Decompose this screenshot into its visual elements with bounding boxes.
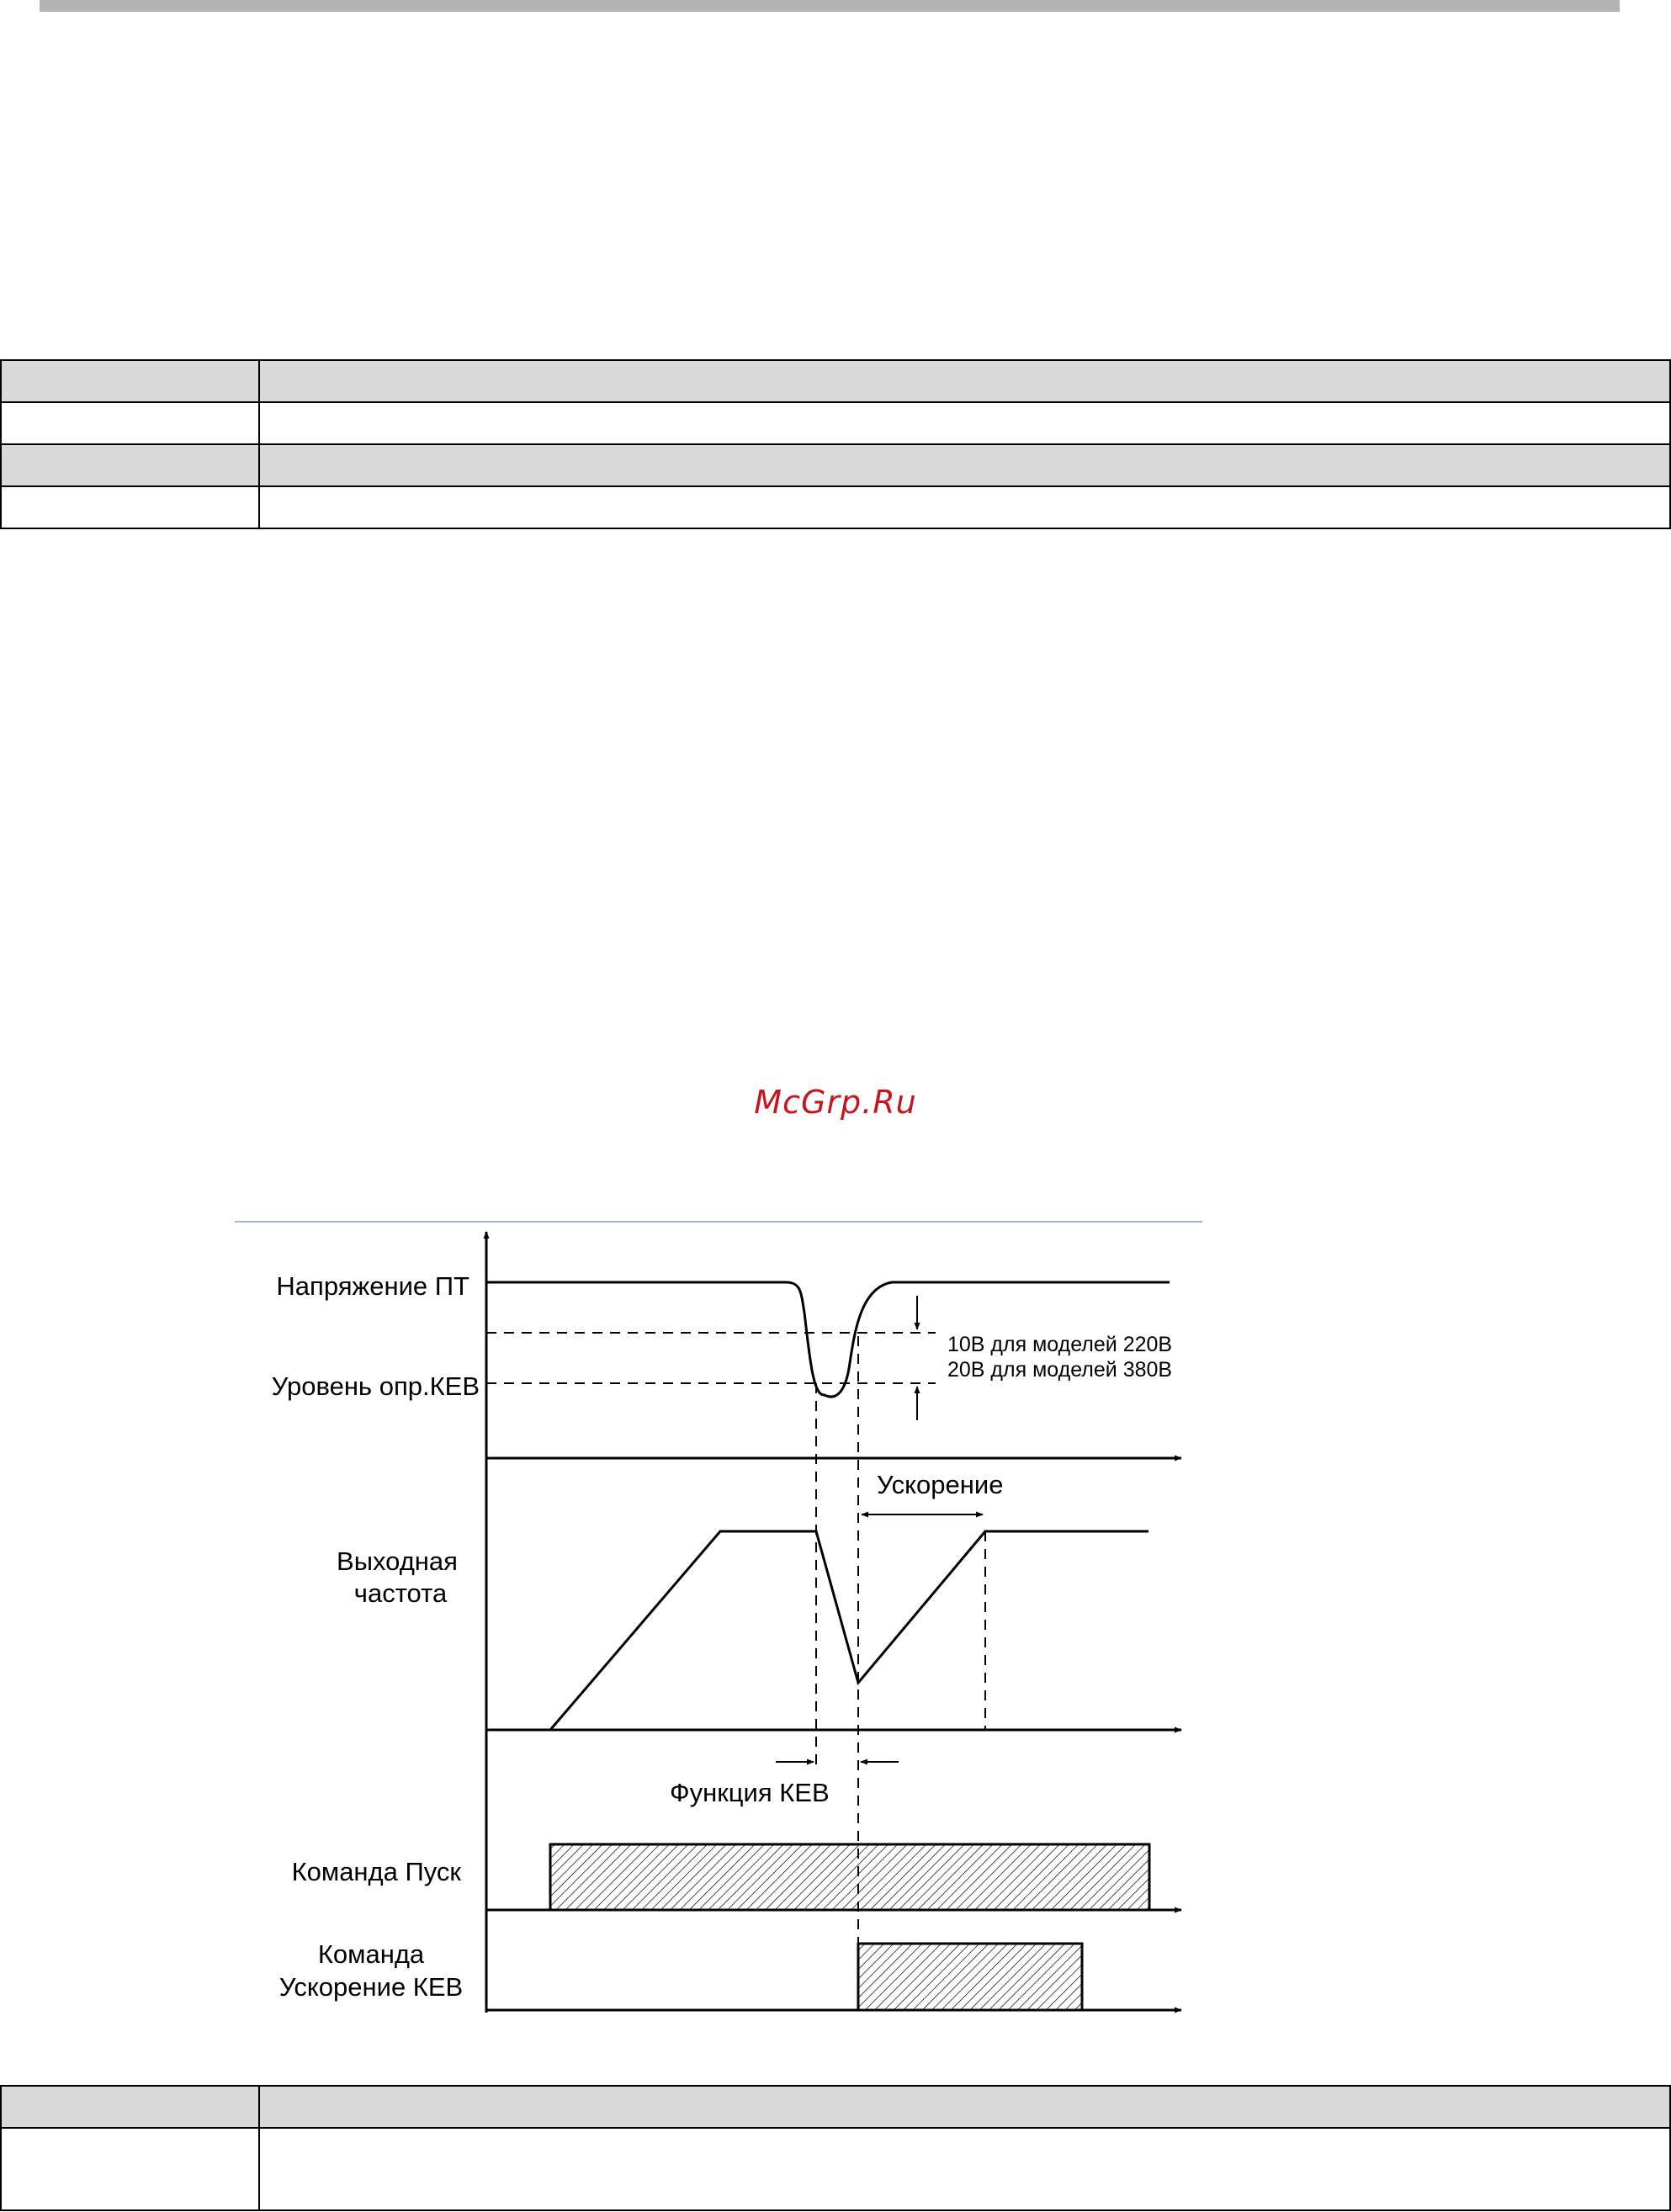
model-380-note: 20В для моделей 380В	[947, 1358, 1173, 1382]
dc-voltage-label: Напряжение ПТ	[276, 1271, 469, 1301]
model-220-note: 10В для моделей 220В	[947, 1333, 1173, 1356]
keb-accel-command-label-line1: Команда	[317, 1939, 425, 1969]
keb-function-label: Функция КЕВ	[670, 1778, 830, 1807]
run-command-label: Команда Пуск	[291, 1857, 461, 1886]
acceleration-label: Ускорение	[877, 1470, 1004, 1499]
keb-accel-command-pulse	[858, 1944, 1082, 2010]
table-row	[1, 2086, 1670, 2128]
watermark: McGrp.Ru	[754, 1084, 917, 1121]
run-command-pulse	[550, 1844, 1149, 1910]
keb-accel-command-label-line2: Ускорение КЕВ	[278, 1972, 464, 2002]
output-frequency-curve	[550, 1531, 1148, 1730]
parameter-table-bottom	[0, 2085, 1671, 2211]
output-frequency-label-line1: Выходная	[337, 1546, 458, 1576]
table-row	[1, 2128, 1670, 2210]
output-frequency-label-line2: частота	[353, 1578, 448, 1608]
keb-level-label: Уровень опр.КЕВ	[271, 1371, 480, 1401]
